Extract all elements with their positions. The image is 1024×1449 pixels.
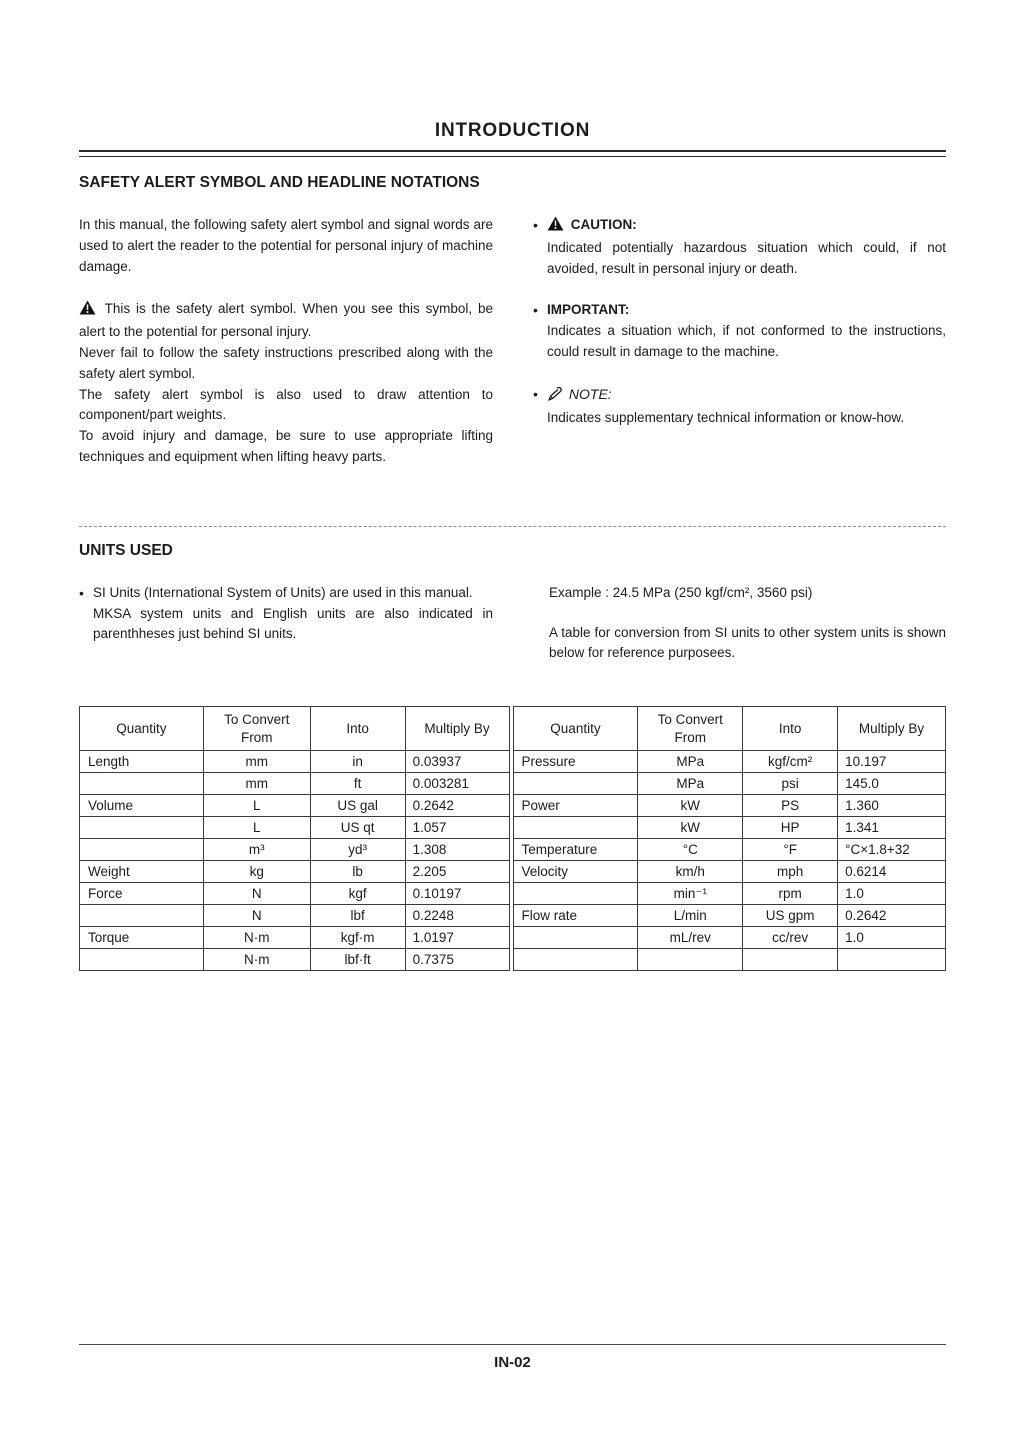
units-bullet-paragraph-2: MKSA system units and English units are also indicated in parenthheses just behind SI units.: [93, 605, 493, 642]
page-content: [79, 0, 946, 971]
cell-into: lbf: [310, 905, 405, 927]
units-left-column: [79, 583, 493, 664]
cell-quantity: Force: [80, 883, 204, 905]
cell-from: L: [203, 795, 310, 817]
cell-quantity: Weight: [80, 861, 204, 883]
bullet-dot: •: [533, 217, 538, 233]
conversion-row: [80, 839, 510, 861]
conversion-row: [513, 751, 946, 773]
note-text: Indicates supplementary technical information or know-how.: [547, 409, 905, 425]
conversion-tables: [79, 706, 946, 971]
units-right-column: [533, 583, 946, 664]
page-number: IN-02: [494, 1354, 531, 1371]
notation-caution-body: [547, 215, 946, 279]
cell-quantity: [513, 883, 638, 905]
cell-from: N·m: [203, 949, 310, 971]
notation-note-body: [547, 384, 946, 429]
cell-quantity: Temperature: [513, 839, 638, 861]
cell-quantity: [513, 773, 638, 795]
cell-into: kgf: [310, 883, 405, 905]
cell-into: mph: [743, 861, 838, 883]
cell-from: N: [203, 905, 310, 927]
cell-into: rpm: [743, 883, 838, 905]
cell-multiply: 0.2642: [405, 795, 509, 817]
header-to-convert-from: To Convert From: [203, 707, 310, 751]
footer-rule: [79, 1344, 946, 1345]
important-text: Indicates a situation which, if not conformed to the instructions, could result in damage to the machine.: [547, 323, 946, 359]
header-multiply-by: Multiply By: [405, 707, 509, 751]
header-into: Into: [743, 707, 838, 751]
cell-multiply: 1.0: [838, 883, 946, 905]
cell-multiply: 1.0197: [405, 927, 509, 949]
important-label-row: [547, 300, 946, 321]
cell-into: °F: [743, 839, 838, 861]
warning-triangle-icon: [547, 216, 564, 238]
cell-into: US qt: [310, 817, 405, 839]
conversion-row: [513, 773, 946, 795]
symbol-paragraph-4: To avoid injury and damage, be sure to use appropriate lifting techniques and equipment when lifting heavy parts.: [79, 428, 493, 464]
safety-section-heading: SAFETY ALERT SYMBOL AND HEADLINE NOTATIONS: [79, 174, 480, 191]
section-divider: [79, 526, 946, 527]
cell-quantity: [80, 905, 204, 927]
caution-text: Indicated potentially hazardous situation which could, if not avoided, result in personal injury or death.: [547, 239, 946, 276]
cell-multiply: 2.205: [405, 861, 509, 883]
cell-from: L: [203, 817, 310, 839]
units-example: Example : 24.5 MPa (250 kgf/cm², 3560 psi): [549, 584, 813, 600]
cell-quantity: Volume: [80, 795, 204, 817]
cell-quantity: [513, 817, 638, 839]
cell-into: in: [310, 751, 405, 773]
bullet-dot: •: [533, 385, 538, 402]
cell-quantity: Pressure: [513, 751, 638, 773]
cell-into: [743, 949, 838, 971]
important-label: IMPORTANT:: [547, 302, 630, 318]
conversion-row: [80, 927, 510, 949]
cell-multiply: 0.2642: [838, 905, 946, 927]
page-footer: [79, 1344, 946, 1371]
units-bullet-body: [93, 583, 493, 645]
cell-from: [638, 949, 743, 971]
cell-into: psi: [743, 773, 838, 795]
notation-important-body: [547, 300, 946, 362]
units-columns: [79, 583, 946, 664]
cell-from: mm: [203, 751, 310, 773]
conversion-row: [80, 751, 510, 773]
warning-triangle-icon: [79, 300, 96, 322]
cell-multiply: 0.003281: [405, 773, 509, 795]
cell-multiply: 145.0: [838, 773, 946, 795]
notation-note: [533, 384, 946, 429]
cell-quantity: [80, 949, 204, 971]
cell-quantity: Power: [513, 795, 638, 817]
cell-from: m³: [203, 839, 310, 861]
safety-symbol-block: [79, 299, 493, 467]
cell-quantity: Velocity: [513, 861, 638, 883]
note-label-row: [547, 384, 946, 408]
cell-multiply: 1.308: [405, 839, 509, 861]
table-header-row: [513, 707, 946, 751]
cell-from: kW: [638, 795, 743, 817]
cell-from: L/min: [638, 905, 743, 927]
cell-from: MPa: [638, 751, 743, 773]
cell-from: °C: [638, 839, 743, 861]
cell-multiply: 1.057: [405, 817, 509, 839]
cell-quantity: Torque: [80, 927, 204, 949]
note-pencil-icon: [547, 386, 563, 408]
cell-multiply: 1.360: [838, 795, 946, 817]
cell-quantity: Length: [80, 751, 204, 773]
conversion-row: [80, 795, 510, 817]
safety-columns: [79, 215, 946, 468]
cell-from: kg: [203, 861, 310, 883]
safety-intro-paragraph: In this manual, the following safety alert symbol and signal words are used to alert the reader to the potential for personal injury of machine damage.: [79, 217, 493, 274]
header-quantity: Quantity: [513, 707, 638, 751]
cell-multiply: 0.7375: [405, 949, 509, 971]
cell-multiply: 1.341: [838, 817, 946, 839]
cell-into: US gal: [310, 795, 405, 817]
units-table-note: A table for conversion from SI units to other system units is shown below for reference purposees.: [549, 624, 946, 661]
table-header-row: [80, 707, 510, 751]
cell-quantity: Flow rate: [513, 905, 638, 927]
cell-into: HP: [743, 817, 838, 839]
header-into: Into: [310, 707, 405, 751]
notation-caution: [533, 215, 946, 279]
conversion-row: [513, 949, 946, 971]
cell-multiply: 0.10197: [405, 883, 509, 905]
caution-label: CAUTION:: [570, 217, 637, 232]
cell-quantity: [80, 839, 204, 861]
cell-quantity: [80, 773, 204, 795]
cell-into: lb: [310, 861, 405, 883]
conversion-table-left: [79, 706, 510, 971]
conversion-row: [513, 795, 946, 817]
conversion-row: [80, 949, 510, 971]
symbol-paragraph-1-text: This is the safety alert symbol. When you see this symbol, be alert to the potential for personal injury.: [79, 301, 494, 340]
header-to-convert-from: To Convert From: [638, 707, 743, 751]
bullet-dot: •: [79, 584, 84, 601]
conversion-row: [513, 861, 946, 883]
cell-into: US gpm: [743, 905, 838, 927]
units-bullet-paragraph-1: SI Units (International System of Units) are used in this manual.: [93, 584, 473, 600]
cell-into: PS: [743, 795, 838, 817]
cell-from: mL/rev: [638, 927, 743, 949]
cell-multiply: 0.2248: [405, 905, 509, 927]
cell-from: MPa: [638, 773, 743, 795]
symbol-paragraph-3: The safety alert symbol is also used to draw attention to component/part weights.: [79, 386, 493, 423]
cell-quantity: [80, 817, 204, 839]
conversion-row: [513, 817, 946, 839]
cell-into: lbf·ft: [310, 949, 405, 971]
cell-multiply: 10.197: [838, 751, 946, 773]
conversion-row: [513, 883, 946, 905]
units-section-heading: UNITS USED: [79, 541, 173, 559]
notations-column: [533, 215, 946, 468]
title-double-rule: [79, 150, 946, 157]
symbol-paragraph-1: [79, 299, 493, 343]
conversion-row: [80, 905, 510, 927]
cell-multiply: 0.03937: [405, 751, 509, 773]
cell-from: N·m: [203, 927, 310, 949]
conversion-row: [513, 839, 946, 861]
conversion-row: [80, 883, 510, 905]
cell-multiply: [838, 949, 946, 971]
cell-multiply: °C×1.8+32: [838, 839, 946, 861]
cell-quantity: [513, 927, 638, 949]
header-quantity: Quantity: [80, 707, 204, 751]
bullet-dot: •: [533, 302, 538, 319]
cell-into: kgf/cm²: [743, 751, 838, 773]
notation-important: [533, 300, 946, 362]
conversion-row: [513, 905, 946, 927]
cell-from: N: [203, 883, 310, 905]
note-label: NOTE:: [568, 385, 612, 402]
conversion-table-right: [513, 706, 947, 971]
cell-into: cc/rev: [743, 927, 838, 949]
header-multiply-by: Multiply By: [838, 707, 946, 751]
caution-label-row: [547, 215, 946, 238]
cell-into: kgf·m: [310, 927, 405, 949]
conversion-row: [80, 817, 510, 839]
cell-into: yd³: [310, 839, 405, 861]
cell-multiply: 1.0: [838, 927, 946, 949]
cell-from: kW: [638, 817, 743, 839]
conversion-row: [80, 773, 510, 795]
cell-from: km/h: [638, 861, 743, 883]
conversion-row: [80, 861, 510, 883]
symbol-paragraph-2: Never fail to follow the safety instructions prescribed along with the safety alert symbol.: [79, 344, 493, 381]
cell-from: mm: [203, 773, 310, 795]
cell-quantity: [513, 949, 638, 971]
safety-left-column: [79, 215, 493, 468]
conversion-row: [513, 927, 946, 949]
cell-into: ft: [310, 773, 405, 795]
cell-multiply: 0.6214: [838, 861, 946, 883]
units-bullet-item: [79, 583, 493, 645]
page-title: INTRODUCTION: [434, 120, 591, 141]
cell-from: min⁻¹: [638, 883, 743, 905]
